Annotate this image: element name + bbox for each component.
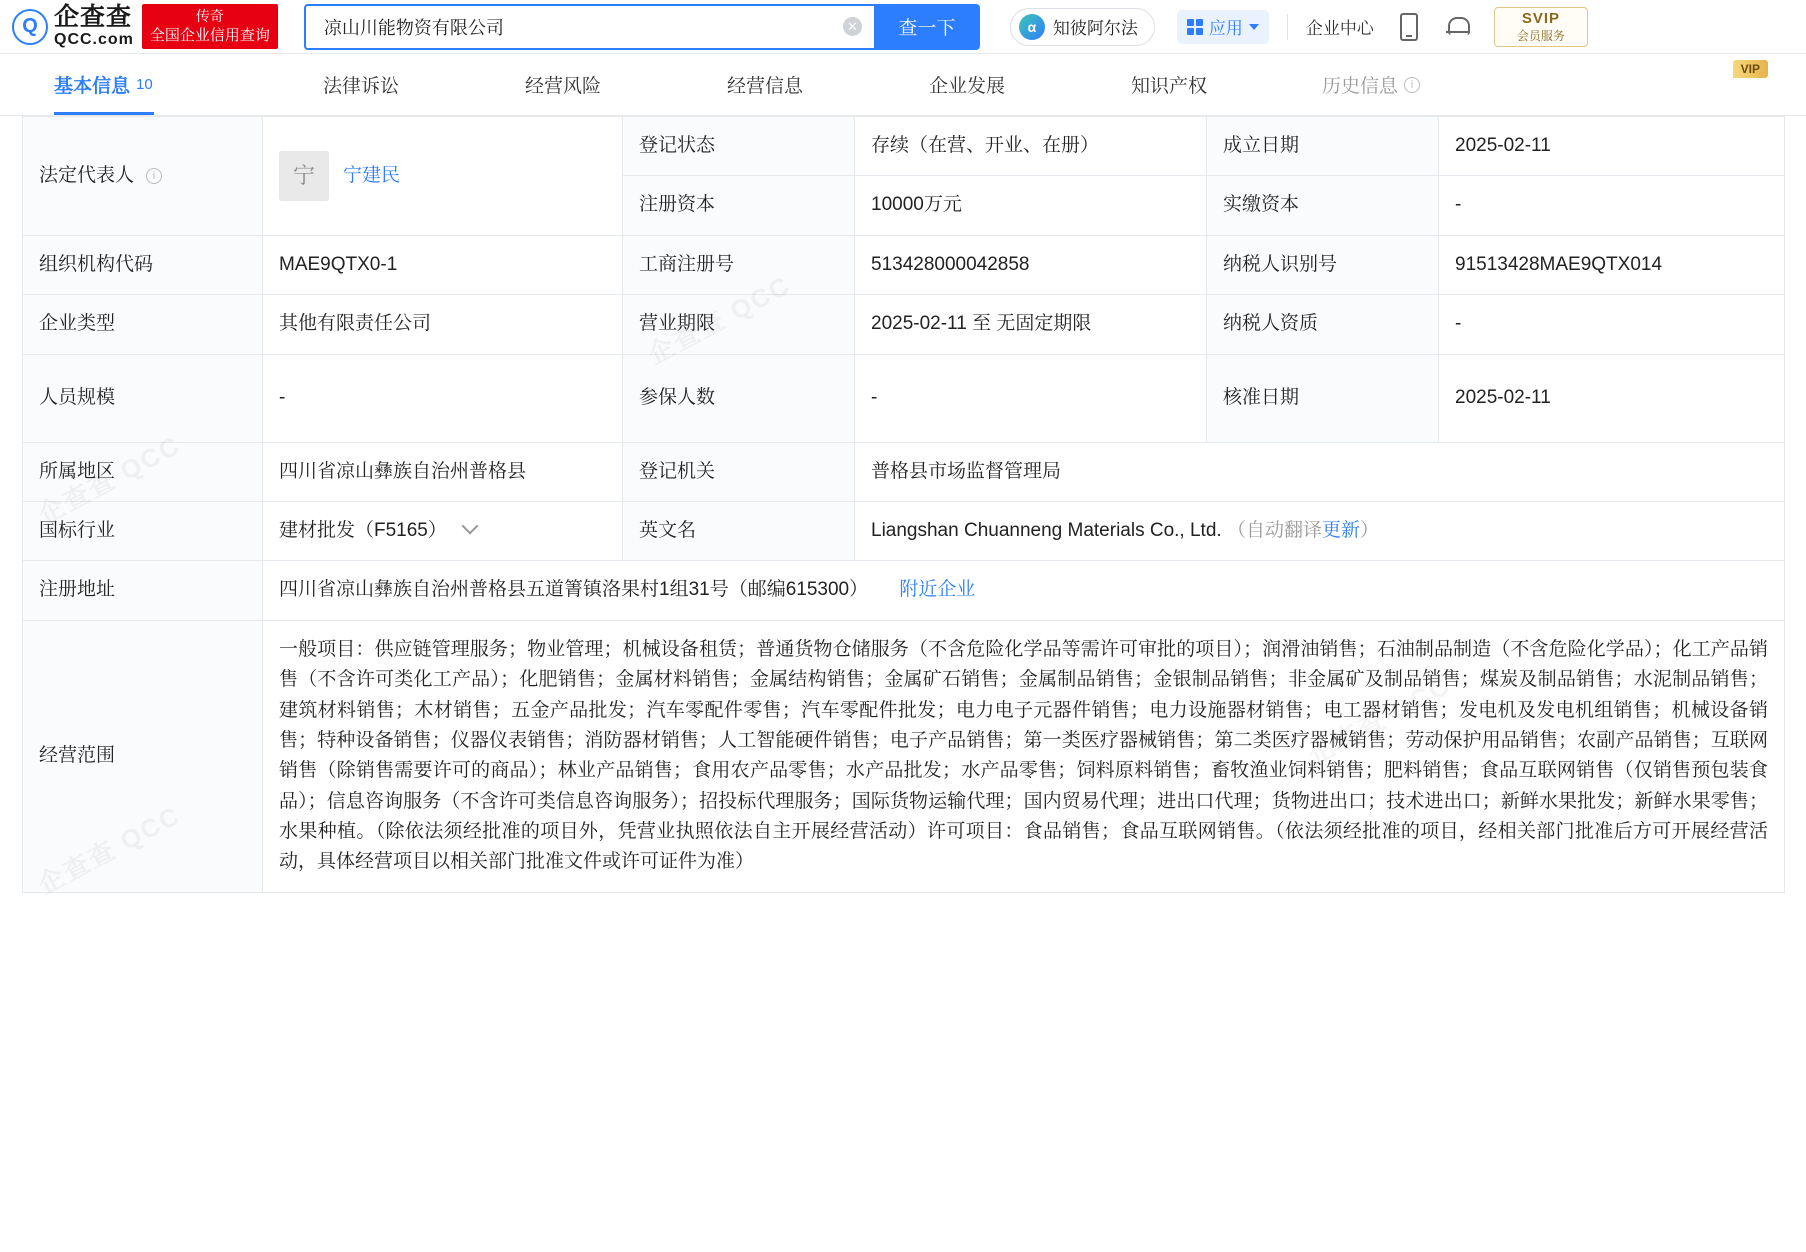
legal-rep-name-link[interactable]: 宁建民	[343, 164, 401, 186]
svip-label: SVIP	[1521, 9, 1561, 27]
slogan-banner	[142, 4, 278, 49]
vip-badge: VIP	[1733, 60, 1768, 78]
tab-label: 知识产权	[1130, 76, 1207, 97]
tab-count: 10	[136, 76, 153, 93]
table-row	[23, 235, 1785, 294]
tab-intellectual-property[interactable]	[1068, 54, 1270, 115]
tab-basic-info[interactable]	[0, 54, 260, 115]
logo-text-cn: 企查查	[54, 3, 133, 31]
search-button[interactable]: 查一下	[874, 4, 980, 50]
cell-address-label: 注册地址	[23, 561, 263, 620]
cell-taxpayer-qual-label: 纳税人资质	[1207, 295, 1439, 354]
slogan-line1: 传奇	[195, 7, 224, 24]
tab-label: 法律诉讼	[322, 76, 399, 97]
svip-sublabel: 会员服务	[1516, 28, 1565, 43]
english-name-update-link[interactable]: 更新	[1321, 519, 1360, 541]
logo-text-en: QCC.com	[54, 31, 134, 48]
cell-staff-size-value: -	[263, 354, 623, 442]
chevron-down-icon[interactable]	[462, 517, 479, 534]
cell-approval-date-value: 2025-02-11	[1439, 354, 1785, 442]
search-input[interactable]	[322, 15, 843, 38]
tab-business-risk[interactable]	[462, 54, 664, 115]
legal-rep-label: 法定代表人	[39, 164, 135, 186]
qcc-logo-icon: Q	[12, 9, 48, 45]
table-row	[23, 442, 1785, 501]
cell-reg-capital-label: 注册资本	[623, 176, 855, 235]
table-row	[23, 620, 1785, 892]
cell-legal-rep-value	[263, 117, 623, 236]
slogan-line2: 全国企业信用查询	[149, 26, 270, 44]
mobile-icon[interactable]	[1400, 13, 1418, 41]
cell-approval-date-label: 核准日期	[1207, 354, 1439, 442]
cell-english-name-label: 英文名	[623, 501, 855, 560]
enterprise-center-link[interactable]: 企业中心	[1305, 19, 1374, 38]
table-row	[23, 501, 1785, 560]
chevron-down-icon	[1249, 24, 1259, 30]
cell-business-reg-no-value: 513428000042858	[855, 235, 1207, 294]
cell-paid-capital-value: -	[1439, 176, 1785, 235]
industry-value-text: 建材批发（F5165）	[279, 519, 447, 541]
cell-business-reg-no-label: 工商注册号	[623, 235, 855, 294]
cell-org-code-label: 组织机构代码	[23, 235, 263, 294]
top-bar	[0, 0, 1806, 54]
cell-establish-value: 2025-02-11	[1439, 117, 1785, 176]
tab-business-info[interactable]	[664, 54, 866, 115]
cell-org-code-value: MAE9QTX0-1	[263, 235, 623, 294]
cell-legal-rep-label	[23, 117, 263, 236]
cell-insured-value: -	[855, 354, 1207, 442]
info-icon[interactable]: i	[1404, 77, 1420, 93]
english-name-note: （自动翻译	[1226, 519, 1322, 541]
tab-label: 经营信息	[726, 76, 803, 97]
cell-reg-authority-label: 登记机关	[623, 442, 855, 501]
cell-staff-size-label: 人员规模	[23, 354, 263, 442]
nearby-companies-link[interactable]: 附近企业	[899, 579, 976, 601]
basic-info-table-wrap	[0, 116, 1806, 893]
cell-reg-authority-value: 普格县市场监督管理局	[855, 442, 1785, 501]
cell-taxpayer-qual-value: -	[1439, 295, 1785, 354]
cell-scope-value: 一般项目：供应链管理服务；物业管理；机械设备租赁；普通货物仓储服务（不含危险化学品等需许可审批的项目）；润滑油销售；石油制品制造（不含危险化学品）；化工产品销售（不含许可类化工产品）；化肥销售；金属材料销售；金属结构销售；金属矿石销售；金属制品销售；金银制品销售；非金属矿及制品销售；煤炭及制品销售；水泥制品销售；建筑材料销售；木材销售；五金产品批发；汽车零配件零售；汽车零配件批发；电力电子元器件销售；电力设施器材销售；电工器材销售；发电机及发电机组销售；机械设备销售；特种设备销售；仪器仪表销售；消防器材销售；人工智能硬件销售；电子产品销售；第一类医疗器械销售；第二类医疗器械销售；劳动保护用品销售；农副产品销售；互联网销售（除销售需要许可的商品）；林业产品销售；食用农产品零售；水产品批发；水产品零售；饲料原料销售；畜牧渔业饲料销售；肥料销售；食品互联网销售（仅销售预包装食品）；信息咨询服务（不含许可类信息咨询服务）；招投标代理服务；国际货物运输代理；国内贸易代理；进出口代理；货物进出口；技术进出口；新鲜水果批发；新鲜水果零售；水果种植。（除依法须经批准的项目外，凭营业执照依法自主开展经营活动）许可项目：食品销售；食品互联网销售。（依法须经批准的项目，经相关部门批准后方可开展经营活动，具体经营项目以相关部门批准文件或许可证件为准）	[263, 620, 1785, 892]
apps-button[interactable]	[1177, 10, 1269, 44]
table-row	[23, 117, 1785, 176]
svip-button[interactable]	[1494, 7, 1588, 47]
cell-business-term-value: 2025-02-11 至 无固定期限	[855, 295, 1207, 354]
tab-label: 基本信息	[54, 76, 131, 97]
basic-info-table	[22, 116, 1785, 893]
alpha-button[interactable]	[1010, 8, 1155, 46]
cell-english-name-value	[855, 501, 1785, 560]
clear-icon[interactable]: ✕	[843, 17, 862, 36]
cell-establish-label: 成立日期	[1207, 117, 1439, 176]
cell-company-type-value: 其他有限责任公司	[263, 295, 623, 354]
english-name-text: Liangshan Chuanneng Materials Co., Ltd.	[871, 519, 1222, 541]
cell-reg-status-value: 存续（在营、开业、在册）	[855, 117, 1207, 176]
avatar: 宁	[279, 151, 329, 201]
cell-region-label: 所属地区	[23, 442, 263, 501]
table-row	[23, 295, 1785, 354]
cell-scope-label: 经营范围	[23, 620, 263, 892]
cell-business-term-label: 营业期限	[623, 295, 855, 354]
cell-industry-label: 国标行业	[23, 501, 263, 560]
tab-bar	[0, 54, 1806, 116]
cell-reg-status-label: 登记状态	[623, 117, 855, 176]
tab-label: 历史信息	[1321, 76, 1398, 97]
apps-label: 应用	[1208, 19, 1243, 38]
grid-icon	[1187, 19, 1203, 35]
cell-industry-value[interactable]	[263, 501, 623, 560]
cell-insured-label: 参保人数	[623, 354, 855, 442]
bell-icon[interactable]	[1446, 16, 1468, 38]
alpha-icon: α	[1019, 14, 1045, 40]
tab-label: 企业发展	[928, 76, 1005, 97]
alpha-label: 知彼阿尔法	[1052, 19, 1138, 38]
divider	[1287, 14, 1288, 40]
search-area	[304, 4, 980, 50]
address-text: 四川省凉山彝族自治州普格县五道箐镇洛果村1组31号（邮编615300）	[279, 579, 869, 601]
cell-taxpayer-id-value: 91513428MAE9QTX014	[1439, 235, 1785, 294]
tab-history-info[interactable]	[1270, 54, 1472, 115]
cell-taxpayer-id-label: 纳税人识别号	[1207, 235, 1439, 294]
cell-region-value: 四川省凉山彝族自治州普格县	[263, 442, 623, 501]
logo[interactable]	[12, 5, 134, 48]
tab-legal-litigation[interactable]	[260, 54, 462, 115]
search-box[interactable]	[304, 4, 874, 50]
cell-address-value	[263, 561, 1785, 620]
table-row	[23, 354, 1785, 442]
cell-company-type-label: 企业类型	[23, 295, 263, 354]
tab-label: 经营风险	[524, 76, 601, 97]
cell-reg-capital-value: 10000万元	[855, 176, 1207, 235]
info-icon[interactable]: i	[146, 168, 162, 184]
english-name-note-end: ）	[1360, 519, 1380, 541]
tab-enterprise-development[interactable]	[866, 54, 1068, 115]
cell-paid-capital-label: 实缴资本	[1207, 176, 1439, 235]
table-row	[23, 561, 1785, 620]
